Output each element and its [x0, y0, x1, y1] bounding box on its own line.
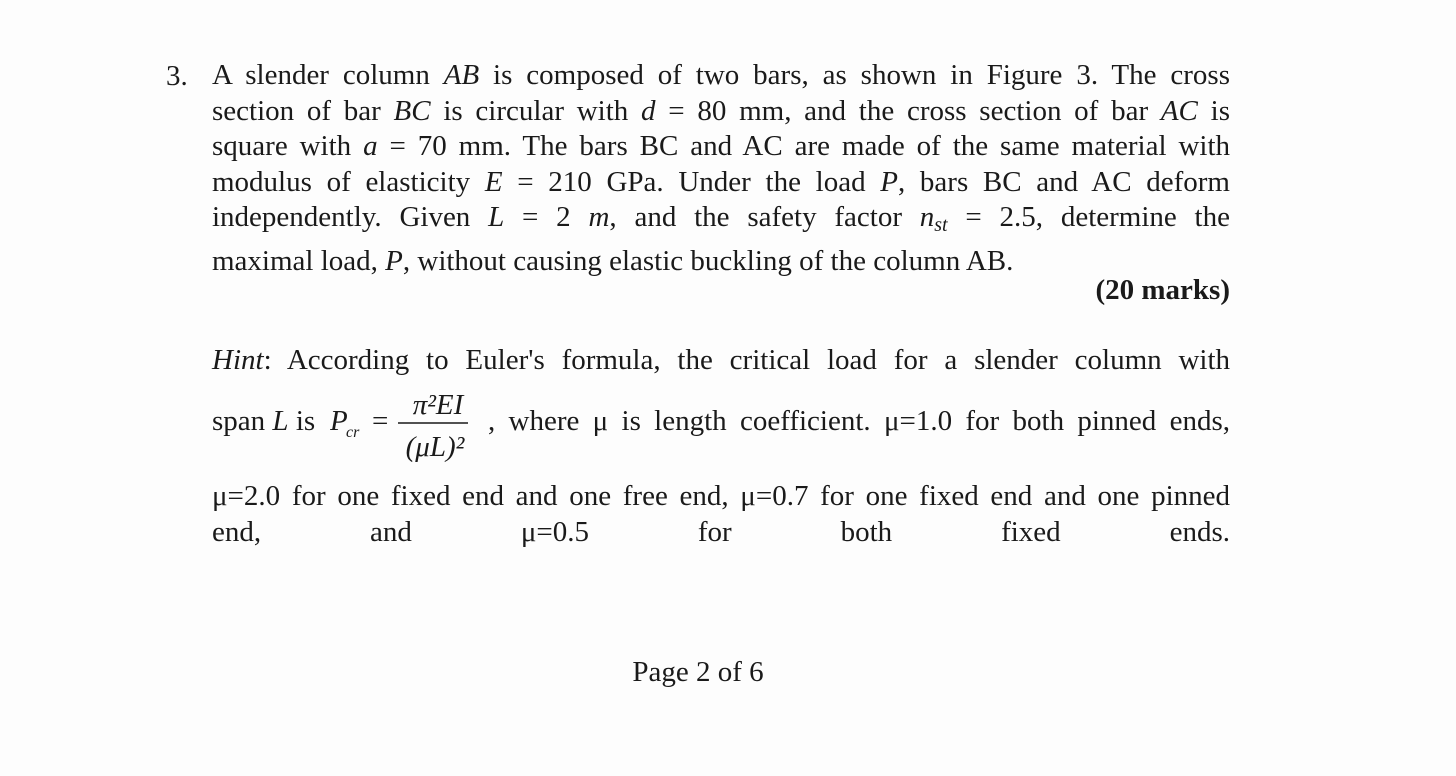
- formula-equals: =: [372, 405, 389, 437]
- formula-lhs-sub: cr: [346, 424, 360, 441]
- question-line-5: independently. Given L = 2 m, and the safety factor $n_{st} = 2.5$, determine the: [212, 201, 1230, 237]
- question-line-4: modulus of elasticity E = 210 GPa. Under the load P, bars BC and AC deform: [212, 165, 1230, 198]
- formula-lhs: P: [330, 405, 348, 437]
- marks-label: (20 marks): [1095, 274, 1230, 306]
- hint-line-1: [212, 342, 1230, 378]
- hint-tail: [212, 478, 1230, 550]
- question-line-6: maximal load, P, without causing elastic buckling of the column AB.: [212, 244, 1014, 277]
- euler-formula: [330, 382, 470, 478]
- question-line-3: square with a = 70 mm. The bars BC and AC are made of the same material with: [212, 130, 1230, 163]
- question-text: [212, 58, 1230, 280]
- question-line-2: section of bar BC is circular with d = 80 mm, and the cross section of bar AC is: [212, 94, 1230, 127]
- hint-line-3: μ=2.0 for one fixed end and one free end, μ=0.7 for one fixed end and one pinned: [212, 480, 1230, 512]
- page-number: Page 2 of 6: [632, 656, 764, 688]
- hint-text-1: : According to Euler's formula, the critical load for a slender column with: [263, 344, 1230, 376]
- hint-line-4: end, and μ=0.5 for both fixed ends.: [212, 516, 1230, 548]
- question-number: 3.: [166, 60, 188, 92]
- hint-formula-line: [212, 382, 1230, 478]
- formula-trail: , where μ is length coefficient. μ=1.0 for both pinned ends,: [488, 405, 1230, 437]
- hint-label: Hint: [212, 344, 264, 376]
- formula-denominator: (μL)²: [405, 431, 465, 463]
- formula-numerator: π²EI: [412, 389, 464, 421]
- formula-lead: span L is: [212, 405, 316, 437]
- question-line-1: A slender column AB is composed of two bars, as shown in Figure 3. The cross: [212, 59, 1230, 91]
